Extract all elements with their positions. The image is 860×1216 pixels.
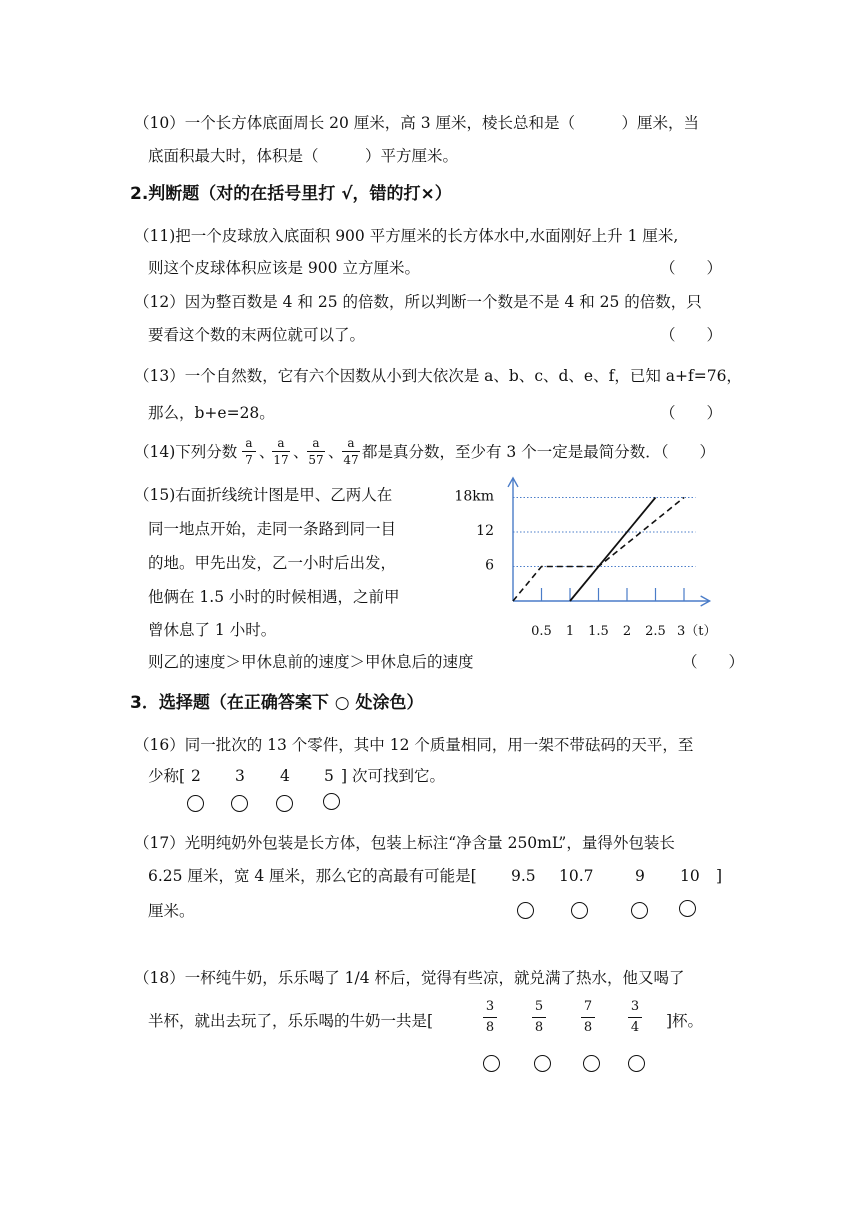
- fraction-denominator: 7: [245, 453, 253, 467]
- q18-option-b: [532, 999, 546, 1036]
- q12-line2: 要看这个数的末两位就可以了。: [148, 326, 366, 344]
- fraction-numerator: a: [245, 436, 253, 450]
- q12-line1: （12）因为整百数是 4 和 25 的倍数，所以判断一个数是不是 4 和 25 的倍数，只: [134, 293, 702, 311]
- fraction-numerator: 5: [534, 999, 544, 1014]
- q15-answer-paren[interactable]: （ ）: [682, 653, 745, 671]
- x-axis-arrow: [701, 596, 710, 606]
- chart-series: [513, 498, 684, 602]
- q18-choice-circle-c[interactable]: [583, 1055, 600, 1072]
- q17-line3: 厘米。: [148, 902, 195, 920]
- q15-line-4: 他俩在 1.5 小时的时候相遇，之前甲: [148, 588, 400, 606]
- q14-suffix: 都是真分数，至少有 3 个一定是最简分数．（ ）: [362, 443, 715, 461]
- q10-line1: （10）一个长方体底面周长 20 厘米，高 3 厘米，棱长总和是（ ）厘米，当: [134, 114, 700, 132]
- q11-answer-paren[interactable]: （ ）: [660, 259, 723, 277]
- chart-labels: [454, 489, 716, 640]
- q17-option-b: 10.7: [559, 867, 594, 885]
- fraction-numerator: a: [347, 436, 355, 450]
- fraction-denominator: 8: [583, 1020, 593, 1035]
- q11-line2: 则这个皮球体积应该是 900 立方厘米。: [148, 259, 420, 277]
- chart-ticks: [542, 588, 685, 601]
- q14-fraction-3: [307, 436, 325, 467]
- section3-title: 3．选择题（在正确答案下 ○ 处涂色）: [130, 693, 424, 713]
- q15-line-2: 同一地点开始，走同一条路到同一目: [148, 520, 397, 538]
- q18-option-a: [483, 999, 497, 1036]
- q18-option-c: [581, 999, 595, 1036]
- fraction-denominator: 17: [273, 453, 289, 467]
- q17-option-a: 9.5: [511, 867, 536, 885]
- q16-choice-circle-c[interactable]: [276, 795, 293, 812]
- q17-close: ]: [716, 867, 723, 885]
- fraction-denominator: 47: [343, 453, 359, 467]
- q18-close: ]杯。: [666, 1012, 704, 1030]
- q13-answer-paren[interactable]: （ ）: [660, 404, 723, 422]
- x-tick-label: 1.5: [588, 624, 609, 639]
- fraction-denominator: 57: [308, 453, 324, 467]
- q14-separator: 、: [328, 443, 344, 461]
- q11-line1: （11)把一个皮球放入底面积 900 平方厘米的长方体水中,水面刚好上升 1 厘米,: [134, 227, 679, 245]
- y-axis-arrow: [508, 478, 518, 487]
- q15-line-1: （15)右面折线统计图是甲、乙两人在: [134, 486, 393, 504]
- x-tick-label: 3（t）: [677, 624, 717, 639]
- q16-open: 少称[: [148, 767, 186, 785]
- q14-separator: 、: [259, 443, 275, 461]
- q16-line1: （16）同一批次的 13 个零件，其中 12 个质量相同，用一架不带砝码的天平，至: [134, 736, 694, 754]
- q16-choice-circle-a[interactable]: [187, 795, 204, 812]
- y-tick-label: 12: [476, 523, 494, 539]
- fraction-numerator: a: [277, 436, 285, 450]
- q17-choice-circle-c[interactable]: [631, 902, 648, 919]
- q17-line1: （17）光明纯奶外包装是长方体，包装上标注“净含量 250mL”，量得外包装长: [134, 834, 675, 852]
- q14-separator: 、: [293, 443, 309, 461]
- q14-fraction-4: [342, 436, 360, 467]
- fraction-denominator: 8: [485, 1020, 495, 1035]
- q16-choice-circle-b[interactable]: [231, 795, 248, 812]
- q17-choice-circle-b[interactable]: [571, 902, 588, 919]
- x-tick-label: 1: [565, 624, 575, 639]
- q16-close: ] 次可找到它。: [341, 767, 445, 785]
- q18-choice-circle-b[interactable]: [534, 1055, 551, 1072]
- q16-option-c: 4: [280, 767, 290, 785]
- q15-line-5: 曾休息了 1 小时。: [148, 621, 277, 639]
- q16-option-a: 2: [191, 767, 201, 785]
- fraction-numerator: a: [312, 436, 320, 450]
- x-tick-label: 2: [622, 624, 632, 639]
- fraction-numerator: 3: [630, 999, 640, 1014]
- q18-choice-circle-d[interactable]: [628, 1055, 645, 1072]
- q17-choice-circle-a[interactable]: [517, 902, 534, 919]
- x-tick-label: 0.5: [531, 624, 552, 639]
- q18-choice-circle-a[interactable]: [483, 1055, 500, 1072]
- q16-option-d: 5: [324, 767, 334, 785]
- y-tick-label: 6: [485, 557, 494, 574]
- series-line-dashed: [513, 498, 684, 602]
- q17-option-c: 9: [635, 867, 645, 885]
- y-tick-label: 18km: [454, 488, 494, 505]
- q16-option-b: 3: [235, 767, 245, 785]
- q18-line1: （18）一杯纯牛奶，乐乐喝了 1/4 杯后，觉得有些凉，就兑满了热水，他又喝了: [134, 969, 685, 987]
- q10-line2: 底面积最大时，体积是（ ）平方厘米。: [148, 147, 459, 165]
- q14-fraction-1: [242, 436, 256, 467]
- chart-grid: [513, 498, 695, 567]
- fraction-numerator: 7: [583, 999, 593, 1014]
- fraction-denominator: 8: [534, 1020, 544, 1035]
- q14-prefix: （14)下列分数: [134, 443, 238, 461]
- q13-line1: （13）一个自然数，它有六个因数从小到大依次是 a、b、c、d、e、f，已知 a+f=76，: [134, 367, 742, 385]
- q17-line2-prefix: 6.25 厘米，宽 4 厘米，那么它的高最有可能是[: [148, 867, 477, 885]
- q15-statement: 则乙的速度＞甲休息前的速度＞甲休息后的速度: [148, 653, 474, 671]
- q17-option-d: 10: [680, 867, 700, 885]
- q14-fraction-2: [272, 436, 290, 467]
- fraction-denominator: 4: [630, 1020, 640, 1035]
- fraction-numerator: 3: [485, 999, 495, 1014]
- q18-option-d: [628, 999, 642, 1036]
- chart-axes: [508, 478, 710, 606]
- series-line-solid: [570, 498, 656, 602]
- q13-line2: 那么，b+e=28。: [148, 404, 275, 422]
- section2-title: 2.判断题（对的在括号里打 √，错的打×）: [130, 184, 452, 204]
- q18-line2-prefix: 半杯，就出去玩了，乐乐喝的牛奶一共是[: [148, 1012, 434, 1030]
- x-tick-label: 2.5: [645, 624, 666, 639]
- q17-choice-circle-d[interactable]: [679, 900, 696, 917]
- q12-answer-paren[interactable]: （ ）: [660, 326, 723, 344]
- q15-line-3: 的地。甲先出发，乙一小时后出发，: [148, 554, 397, 572]
- q16-choice-circle-d[interactable]: [323, 793, 340, 810]
